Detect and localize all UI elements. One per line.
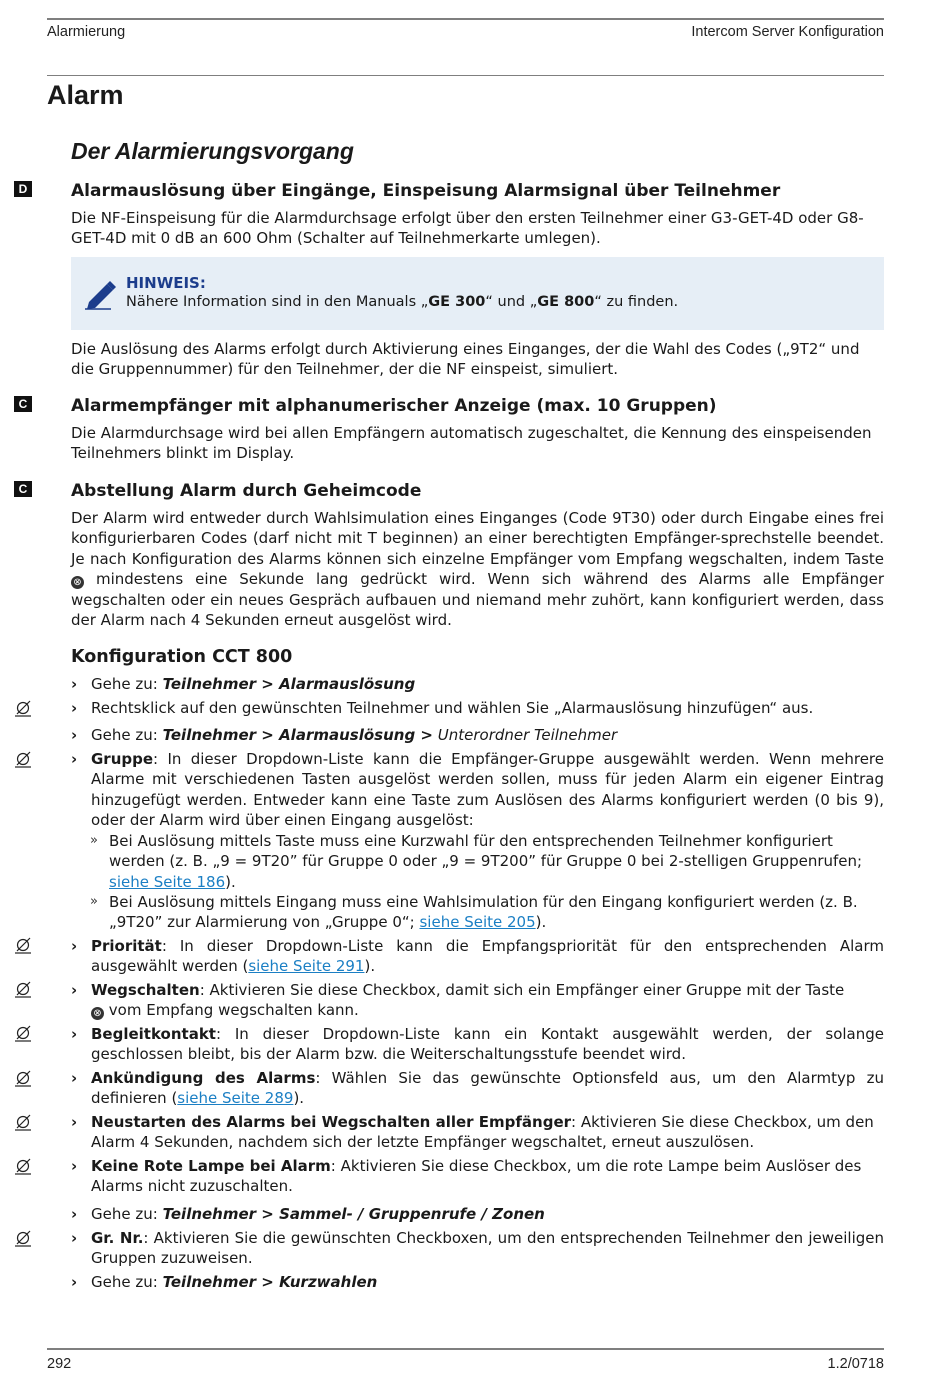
list-item-gr-nr: › Gr. Nr.: Aktivieren Sie die gewünschten Checkboxen, um den entsprechenden Teilnehmer den jeweiligen Gruppen zuzuweisen. bbox=[71, 1229, 884, 1268]
page-number: 292 bbox=[47, 1356, 72, 1372]
page-title: Alarm bbox=[47, 80, 124, 110]
chevron-right-icon: › bbox=[71, 1157, 78, 1175]
edit-icon bbox=[13, 1157, 33, 1175]
list-item-wegschalten: › Wegschalten: Aktivieren Sie diese Checkbox, damit sich ein Empfänger einer Gruppe mit der Taste ⊗ vom Empfang wegschalten kann. bbox=[71, 981, 845, 1020]
sec2-paragraph: Die Alarmdurchsage wird bei allen Empfängern automatisch zugeschaltet, die Kennung des einspeisenden Teilnehmers blinkt im Display. bbox=[71, 424, 872, 463]
chevron-right-icon: › bbox=[71, 1113, 78, 1131]
sec1-heading: Alarmauslösung über Eingänge, Einspeisung Alarmsignal über Teilnehmer bbox=[71, 181, 781, 201]
list-item-goto-3: › Gehe zu: Teilnehmer > Sammel- / Gruppenrufe / Zonen bbox=[71, 1205, 545, 1223]
margin-mark-c: C bbox=[14, 396, 32, 412]
edit-icon bbox=[13, 699, 33, 717]
chevron-right-icon: › bbox=[71, 1069, 78, 1087]
sub-item-taste: » Bei Auslösung mittels Taste muss eine Kurzwahl für den entsprechenden Teilnehmer konfiguriert werden (z. B. „9 = 9T20” für Gruppe 0 oder „9 = 9T200” für Gruppe 0 bei 2-stelligen Gruppenrufen; siehe Seite 186). bbox=[90, 832, 863, 891]
list-item-neustarten: › Neustarten des Alarms bei Wegschalten aller Empfänger: Aktivieren Sie diese Checkbox, um den Alarm 4 Sekunden, nachdem sich der letzte Empfänger wegschaltet, erneut auszulösen. bbox=[71, 1113, 874, 1152]
chevron-right-icon: › bbox=[71, 1205, 78, 1223]
list-item-gruppe: › Gruppe: In dieser Dropdown-Liste kann die Empfänger-Gruppe ausgewählt werden. Wenn mehrere Alarme mit verschiedenen Tasten ausgelöst werden sollen, muss für jeden Alarm ein eigener Eintrag hinzugefügt werden. Entweder kann eine Taste zum Auslösen des Alarms konfiguriert werden (0 bis 9), oder der Alarm wird über einen Eingang ausgelöst: bbox=[71, 750, 884, 830]
sec3-paragraph: Der Alarm wird entweder durch Wahlsimulation eines Einganges (Code 9T30) oder durch Eingabe eines frei konfigurierbaren Codes (darf nicht mit T beginnen) an einer berechtigten Empfänger-sprechstelle beendet. Je nach Konfiguration des Alarms können sich einzelne Empfänger vom Empfang wegschalten, indem Taste ⊗ mindestens eine Sekunde lang gedrückt wird. Wenn sich während des Alarms alle Empfänger wegschalten oder ein neues Gespräch aufbauen und niemand mehr zuhört, kann konfiguriert werden, dass der Alarm nach 4 Sekunden erneut ausgelöst wird. bbox=[71, 509, 884, 630]
link-page-289[interactable]: siehe Seite 289 bbox=[177, 1089, 294, 1108]
edit-icon bbox=[13, 1113, 33, 1131]
note-title: HINWEIS: bbox=[126, 274, 206, 292]
chevron-right-icon: › bbox=[71, 1229, 78, 1247]
list-item-goto-1: › Gehe zu: Teilnehmer > Alarmauslösung bbox=[71, 675, 416, 693]
link-page-291[interactable]: siehe Seite 291 bbox=[248, 957, 365, 976]
list-item-ankuendigung: › Ankündigung des Alarms: Wählen Sie das gewünschte Optionsfeld aus, um den Alarmtyp zu definieren (siehe Seite 289). bbox=[71, 1069, 884, 1108]
list-item-goto-2: › Gehe zu: Teilnehmer > Alarmauslösung > Unterordner Teilnehmer bbox=[71, 726, 618, 744]
cancel-key-icon: ⊗ bbox=[71, 576, 84, 589]
cancel-key-icon: ⊗ bbox=[91, 1007, 104, 1020]
chevron-right-icon: › bbox=[71, 1025, 78, 1043]
margin-mark-c: C bbox=[14, 481, 32, 497]
sec3-heading: Abstellung Alarm durch Geheimcode bbox=[71, 481, 422, 501]
footer-rule bbox=[47, 1348, 884, 1350]
chevron-right-icon: › bbox=[71, 937, 78, 955]
config-heading: Konfiguration CCT 800 bbox=[71, 647, 293, 667]
chevron-right-icon: › bbox=[71, 750, 78, 768]
edit-icon bbox=[13, 1069, 33, 1087]
sec1-paragraph-2: Die Auslösung des Alarms erfolgt durch Aktivierung eines Einganges, der die Wahl des Codes („9T2“ und die Gruppennummer) für den Teilnehmer, der die NF einspeist, simuliert. bbox=[71, 340, 860, 379]
edit-icon bbox=[13, 980, 33, 998]
chevron-right-icon: › bbox=[71, 699, 78, 717]
sec2-heading: Alarmempfänger mit alphanumerischer Anzeige (max. 10 Gruppen) bbox=[71, 396, 717, 416]
edit-icon bbox=[13, 750, 33, 768]
chevron-right-icon: › bbox=[71, 981, 78, 999]
list-item-goto-4: › Gehe zu: Teilnehmer > Kurzwahlen bbox=[71, 1273, 378, 1291]
section-title: Der Alarmierungsvorgang bbox=[71, 138, 354, 164]
edit-icon bbox=[13, 1229, 33, 1247]
edit-icon bbox=[13, 936, 33, 954]
list-item-prioritaet: › Priorität: In dieser Dropdown-Liste kann die Empfangspriorität für den entsprechenden Alarm ausgewählt werden (siehe Seite 291). bbox=[71, 937, 884, 976]
edit-icon bbox=[13, 1024, 33, 1042]
list-item-right-click: › Rechtsklick auf den gewünschten Teilnehmer und wählen Sie „Alarmauslösung hinzufügen“ aus. bbox=[71, 699, 814, 717]
link-page-186[interactable]: siehe Seite 186 bbox=[109, 872, 226, 891]
list-item-begleitkontakt: › Begleitkontakt: In dieser Dropdown-Liste kann ein Kontakt ausgewählt werden, der solange geschlossen bleibt, bis der Alarm bzw. die Weiterschaltungsstufe beendet wird. bbox=[71, 1025, 884, 1064]
list-item-keine-lampe: › Keine Rote Lampe bei Alarm: Aktivieren Sie diese Checkbox, um die rote Lampe beim Auslöser des Alarms nicht zuzuschalten. bbox=[71, 1157, 862, 1196]
header-chapter: Alarmierung bbox=[47, 24, 126, 40]
header-top-rule bbox=[47, 18, 884, 20]
header-bottom-rule bbox=[47, 75, 884, 76]
chevron-right-icon: › bbox=[71, 1273, 78, 1291]
document-version: 1.2/0718 bbox=[827, 1356, 884, 1372]
pencil-note-icon bbox=[83, 278, 117, 310]
header-manual-title: Intercom Server Konfiguration bbox=[691, 24, 884, 40]
double-chevron-icon: » bbox=[90, 894, 98, 909]
margin-mark-d: D bbox=[14, 181, 32, 197]
chevron-right-icon: › bbox=[71, 675, 78, 693]
sec1-paragraph: Die NF-Einspeisung für die Alarmdurchsage erfolgt über den ersten Teilnehmer einer G3-GET-4D oder G8-GET-4D mit 0 dB an 600 Ohm (Schalter auf Teilnehmerkarte umlegen). bbox=[71, 209, 864, 248]
double-chevron-icon: » bbox=[90, 833, 98, 848]
note-text: Nähere Information sind in den Manuals „GE 300“ und „GE 800“ zu finden. bbox=[126, 294, 679, 310]
link-page-205[interactable]: siehe Seite 205 bbox=[419, 913, 536, 932]
sub-item-eingang: » Bei Auslösung mittels Eingang muss eine Wahlsimulation für den Eingang konfiguriert werden (z. B. „9T20” zur Alarmierung von „Gruppe 0“; siehe Seite 205). bbox=[90, 893, 858, 932]
chevron-right-icon: › bbox=[71, 726, 78, 744]
